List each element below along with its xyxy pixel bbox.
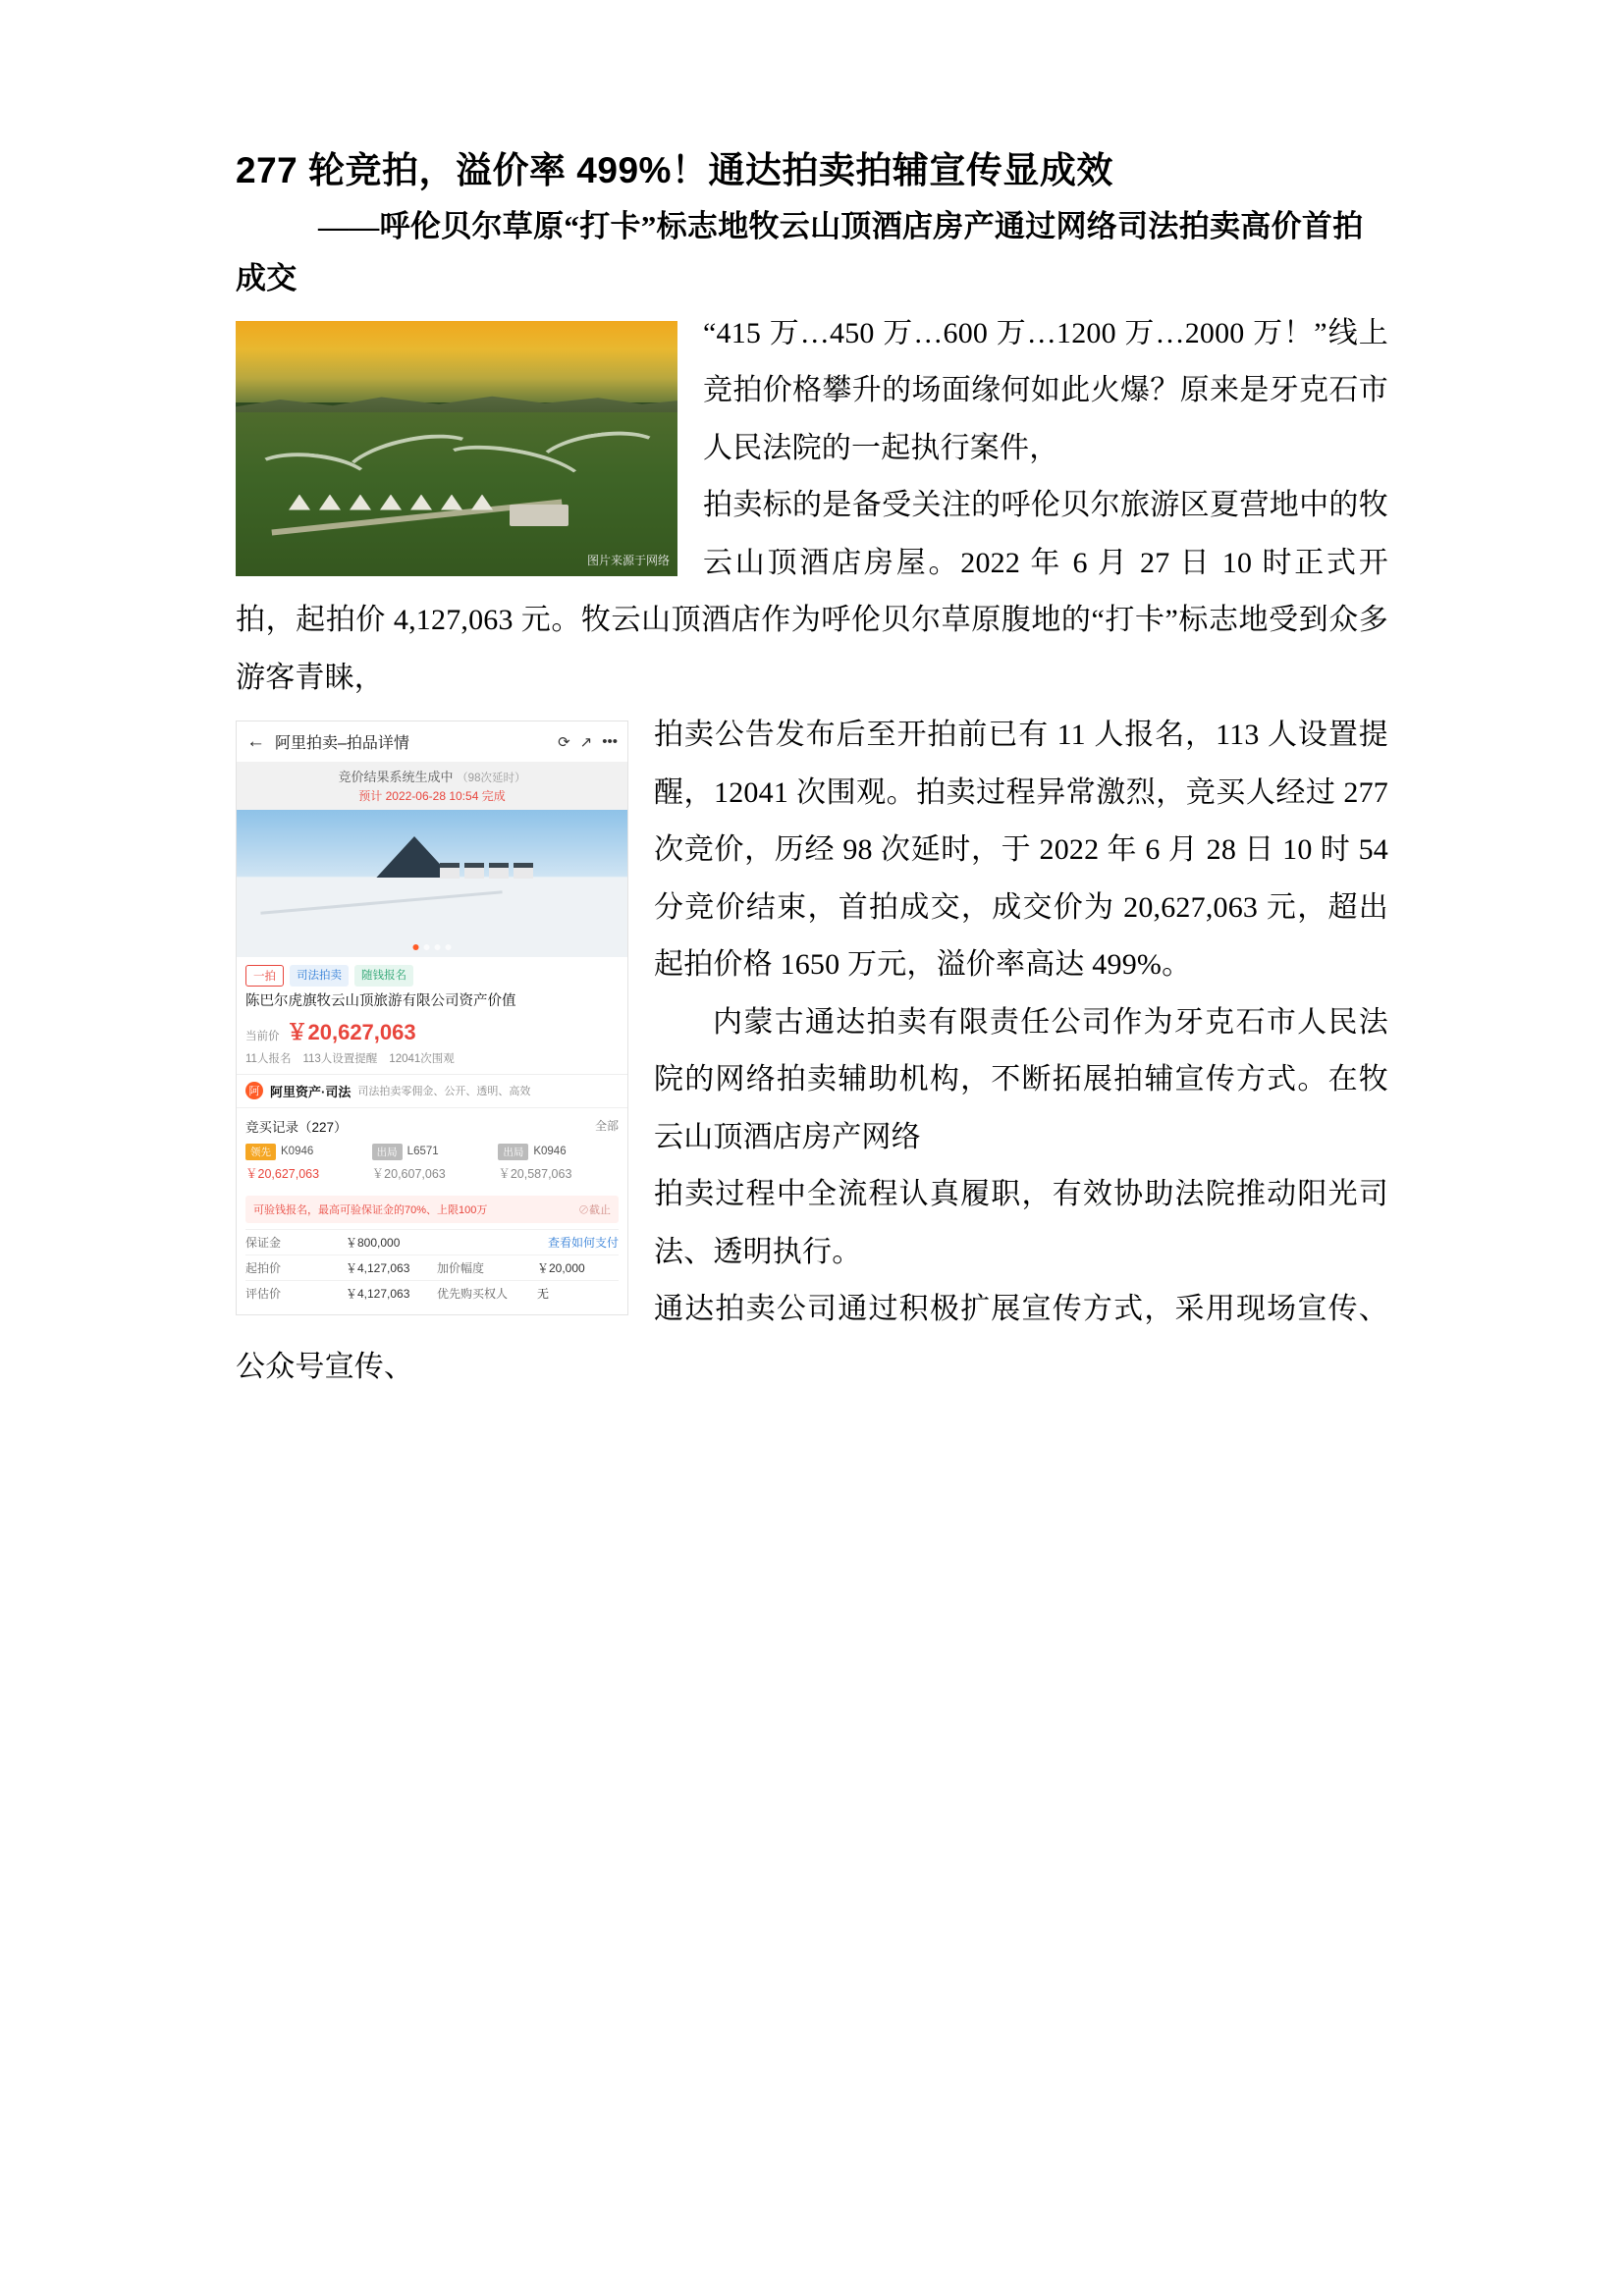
cabins-group — [440, 863, 533, 879]
stat-views: 12041次围观 — [389, 1052, 455, 1065]
paragraph-1: “415 万…450 万…600 万…1200 万…2000 万！”线上竞拍价格攀升的场面缘何如此火爆？原来是牙克石市人民法院的一起执行案件， — [703, 316, 1388, 464]
tent-icon — [380, 495, 402, 510]
table-row — [245, 1164, 619, 1182]
tent-icon — [289, 495, 310, 510]
platform-description: 司法拍卖零佣金、公开、透明、高效 — [357, 1086, 531, 1098]
paragraph-6: 通达拍卖公司通过积极扩展宣传方式，采用现场宣传、公众号宣传、 — [236, 1293, 1388, 1383]
more-icon[interactable]: ••• — [602, 733, 618, 751]
back-icon[interactable]: ← — [246, 731, 265, 753]
bid-amount: ￥20,627,063 — [245, 1166, 320, 1181]
detail-value: ￥4,127,063 — [346, 1286, 410, 1301]
tag-deposit: 随钱报名 — [354, 965, 413, 987]
aerial-photo — [236, 321, 677, 576]
app-title: 阿里拍卖–拍品详情 — [275, 735, 409, 753]
bid-cell — [372, 1144, 493, 1160]
status-badge: 领先 — [245, 1144, 276, 1160]
photo-tents — [289, 495, 493, 510]
platform-name: 阿里资产·司法 — [270, 1084, 352, 1099]
paragraph-3: 拍卖公告发布后至开拍前已有 11 人报名，113 人设置提醒，12041 次围观。拍卖过程异常激烈，竞买人经过 277 次竞价，历经 98 次延时，于 2022 年 6 月 28 日 10 时 54 分竞价结束，首拍成交，成交价为 20,627,063 元，超出起拍价格 1650 万元，溢价率高达 499%。 — [654, 719, 1388, 982]
detail-row — [245, 1280, 619, 1306]
stat-applicants: 11人报名 — [245, 1052, 292, 1065]
status-badge: 出局 — [372, 1144, 403, 1160]
bid-cell — [245, 1144, 366, 1160]
banner-eta: 预计 2022-06-28 10:54 完成 — [358, 789, 506, 804]
carousel-dot[interactable] — [424, 944, 430, 950]
bidder-id: K0946 — [533, 1146, 567, 1158]
banner-status-text: 竞价结果系统生成中 — [338, 770, 454, 785]
listing-title: 陈巴尔虎旗牧云山顶旅游有限公司资产价值 — [245, 993, 516, 1010]
current-price-row — [237, 1016, 627, 1048]
detail-key: 优先购买权人 — [437, 1286, 509, 1301]
detail-value: ￥800,000 — [346, 1235, 401, 1250]
table-row — [245, 1144, 619, 1160]
photo-sky — [236, 321, 677, 402]
auction-app-screenshot — [236, 721, 628, 1315]
page-subtitle: ——呼伦贝尔草原“打卡”标志地牧云山顶酒店房产通过网络司法拍卖高价首拍成交 — [236, 209, 1364, 296]
listing-stats — [237, 1048, 627, 1074]
deposit-notice — [245, 1196, 619, 1223]
page-title: 277 轮竞拍，溢价率 499%！通达拍卖拍辅宣传显成效 — [236, 150, 1113, 190]
detail-key: 起拍价 — [245, 1260, 282, 1275]
banner-line-1 — [237, 767, 627, 785]
detail-key: 评估价 — [245, 1286, 282, 1301]
app-topbar — [237, 721, 627, 762]
bid-records-header — [237, 1108, 627, 1144]
platform-logo-icon: 阿 — [245, 1082, 263, 1099]
tent-icon — [350, 495, 371, 510]
carousel-dot[interactable] — [435, 944, 441, 950]
carousel-dots[interactable] — [413, 944, 452, 950]
listing-photo[interactable] — [237, 810, 627, 957]
detail-key: 保证金 — [245, 1235, 282, 1250]
status-banner — [237, 762, 627, 810]
bidder-id: L6571 — [406, 1146, 439, 1158]
bidder-id: K0946 — [281, 1146, 314, 1158]
photo-lodge — [510, 505, 568, 526]
cabin-icon — [464, 863, 484, 879]
tent-icon — [319, 495, 341, 510]
tag-round: 一拍 — [245, 965, 284, 987]
bid-records-all-link[interactable]: 全部 — [594, 1119, 619, 1134]
paragraph-5: 拍卖过程中全流程认真履职，有效协助法院推动阳光司法、透明执行。 — [654, 1178, 1388, 1268]
listing-details — [237, 1229, 627, 1314]
carousel-dot[interactable] — [446, 944, 452, 950]
listing-tags — [237, 957, 627, 990]
detail-row — [245, 1255, 619, 1280]
stat-reminders: 113人设置提醒 — [302, 1052, 378, 1065]
tent-icon — [471, 495, 493, 510]
bid-amount: ￥20,607,063 — [371, 1166, 446, 1181]
cabin-icon — [440, 863, 460, 879]
close-icon[interactable]: ⊘截止 — [578, 1203, 611, 1216]
payment-help-link[interactable]: 查看如何支付 — [547, 1235, 619, 1250]
banner-delay-count: （98次延时） — [457, 773, 526, 785]
status-badge: 出局 — [498, 1144, 528, 1160]
detail-value: ￥20,000 — [537, 1260, 585, 1275]
photo-credit: 图片来源于网络 — [586, 553, 670, 567]
refresh-icon[interactable]: ⟳ — [558, 733, 570, 751]
tent-icon — [441, 495, 462, 510]
bid-amount: ￥20,587,063 — [498, 1166, 572, 1181]
detail-key: 加价幅度 — [437, 1260, 485, 1275]
paragraph-2: 拍卖标的是备受关注的呼伦贝尔旅游区夏营地中的牧云山顶酒店房屋。2022 年 6 月 27 日 10 时正式开拍，起拍价 4,127,063 元。牧云山顶酒店作为呼伦贝尔草原腹地的“打卡”标志地受到众多游客青睐， — [236, 489, 1388, 694]
current-price-value: ￥20,627,063 — [286, 1019, 416, 1044]
cabin-icon — [514, 863, 533, 879]
cabin-icon — [489, 863, 509, 879]
article-body — [236, 305, 1388, 1397]
share-icon[interactable]: ↗ — [579, 733, 593, 751]
detail-value: ￥4,127,063 — [346, 1260, 410, 1275]
paragraph-4: 内蒙古通达拍卖有限责任公司作为牙克石市人民法院的网络拍卖辅助机构，不断拓展拍辅宣传方式。在牧云山顶酒店房产网络 — [654, 1005, 1388, 1153]
deposit-notice-text: 可验钱报名，最高可验保证金的70%、上限100万 — [253, 1203, 488, 1216]
bid-records-table — [237, 1144, 627, 1192]
bid-records-title: 竞买记录（227） — [245, 1119, 348, 1135]
detail-value: 无 — [537, 1286, 550, 1301]
carousel-dot-active[interactable] — [413, 944, 419, 950]
tag-judicial: 司法拍卖 — [290, 965, 349, 987]
detail-row — [245, 1229, 619, 1255]
current-price-label: 当前价 — [245, 1030, 280, 1042]
bid-cell — [498, 1144, 619, 1160]
tent-icon — [410, 495, 432, 510]
platform-row[interactable] — [237, 1074, 627, 1108]
